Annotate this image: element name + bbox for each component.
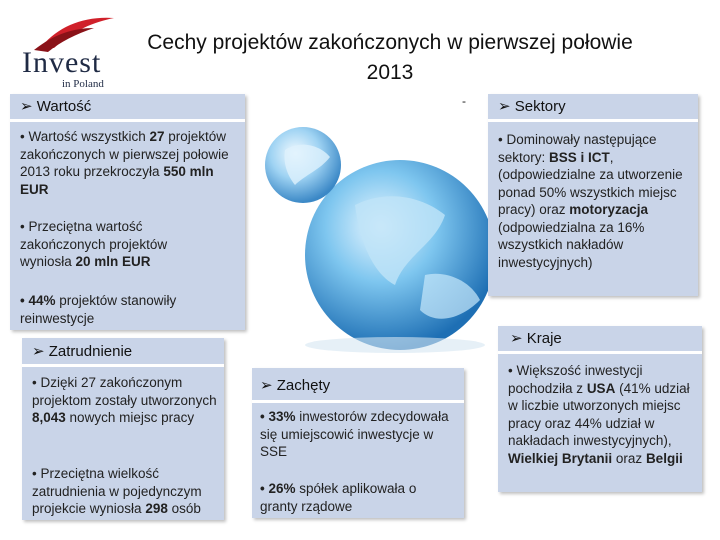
- zachety-header: ➢ Zachęty: [260, 377, 331, 394]
- zachety-paragraph-1: • 33% inwestorów zdecydowała się umiejscowić inwestycje w SSE: [260, 409, 449, 459]
- arrow-bullet-icon: ➢: [498, 98, 515, 115]
- wartosc-box: [10, 94, 245, 330]
- divider: [488, 119, 698, 122]
- zatrudnienie-box: [22, 338, 224, 520]
- zatrudnienie-paragraph-1: • Dzięki 27 zakończonym projektom zostały utworzonych 8,043 nowych miejsc pracy: [32, 375, 217, 425]
- zatrudnienie-paragraph-2: • Przeciętna wielkość zatrudnienia w pojedynczym projekcie wyniosła 298 osób: [32, 466, 202, 516]
- logo-sub-text: in Poland: [62, 78, 104, 90]
- sektory-paragraph: • Dominowały następujące sektory: BSS i ICT, (odpowiedzialne za utworzenie ponad 50% wszystkich miejsc pracy) oraz motoryzacja (odpowiedzialna za 16% wszystkich nakładów inwestycyjnych): [498, 132, 683, 270]
- title-line-1: Cechy projektów zakończonych w pierwszej połowie: [147, 31, 633, 54]
- divider: [10, 119, 245, 122]
- zatrudnienie-header: ➢ Zatrudnienie: [32, 343, 133, 360]
- kraje-box: [498, 326, 702, 492]
- arrow-bullet-icon: ➢: [32, 343, 49, 360]
- page-title: [110, 28, 670, 88]
- arrow-bullet-icon: ➢: [20, 98, 37, 115]
- arrow-bullet-icon: ➢: [510, 330, 527, 347]
- wartosc-paragraph-2: • Przeciętna wartość zakończonych projektów wyniosła 20 mln EUR: [20, 219, 168, 269]
- divider: [252, 400, 464, 403]
- wartosc-paragraph-3: • 44% projektów stanowiły reinwestycje: [20, 293, 177, 326]
- kraje-header: ➢ Kraje: [510, 330, 562, 347]
- stray-dash: -: [462, 94, 466, 108]
- zachety-box: [252, 368, 464, 518]
- arrow-bullet-icon: ➢: [260, 377, 277, 394]
- title-line-2: 2013: [366, 61, 414, 84]
- divider: [22, 364, 224, 367]
- sektory-box: [488, 94, 698, 296]
- zachety-paragraph-2: • 26% spółek aplikowała o granty rządowe: [260, 481, 417, 514]
- wartosc-header: ➢ Wartość: [20, 98, 92, 115]
- invest-in-poland-logo: [14, 8, 124, 88]
- globe-icon: [245, 95, 505, 355]
- sektory-header: ➢ Sektory: [498, 98, 566, 115]
- divider: [498, 351, 702, 354]
- kraje-paragraph: • Większość inwestycji pochodziła z USA (41% udział w liczbie utworzonych miejsc pracy oraz 44% udział w nakładach inwestycyjnych), Wielkiej Brytanii oraz Belgii: [508, 363, 690, 466]
- logo-main-text: Invest: [22, 46, 102, 79]
- wartosc-paragraph-1: • Wartość wszystkich 27 projektów zakończonych w pierwszej połowie 2013 roku przekroczyła 550 mln EUR: [20, 129, 229, 197]
